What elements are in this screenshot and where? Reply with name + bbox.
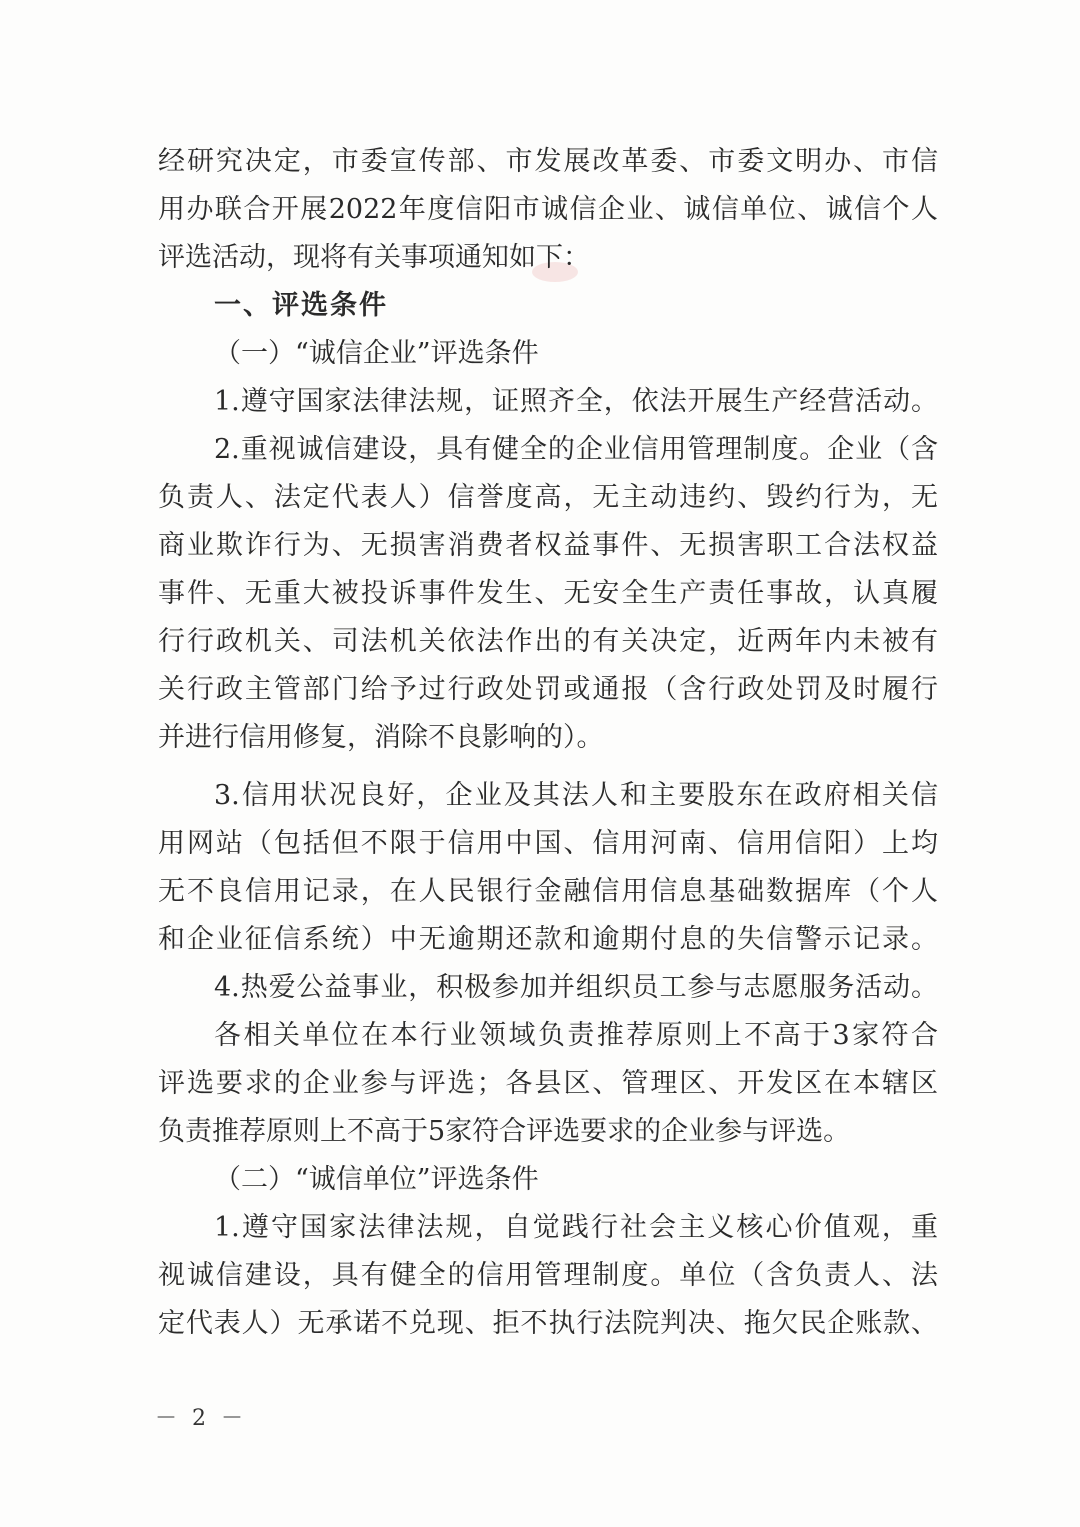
- text-line: 3.信用状况良好，企业及其法人和主要股东在政府相关信: [214, 780, 938, 811]
- text-line: 视诚信建设，具有健全的信用管理制度。单位（含负责人、法: [158, 1260, 938, 1291]
- text-line: 用办联合开展2022年度信阳市诚信企业、诚信单位、诚信个人: [158, 194, 938, 225]
- subsection-heading: （一）“诚信企业”评选条件: [214, 338, 539, 369]
- intro-paragraph: [158, 138, 938, 282]
- text-line: 和企业征信系统）中无逾期还款和逾期付息的失信警示记录。: [158, 924, 938, 955]
- list-item: [158, 1204, 938, 1348]
- page-number: － 2 －: [155, 1406, 247, 1431]
- text-line: 经研究决定，市委宣传部、市发展改革委、市委文明办、市信: [158, 146, 938, 177]
- list-item: [158, 772, 938, 964]
- text-line: 各相关单位在本行业领域负责推荐原则上不高于3家符合: [214, 1020, 938, 1051]
- text-line: 定代表人）无承诺不兑现、拒不执行法院判决、拖欠民企账款、: [158, 1308, 938, 1339]
- section-heading: 一、评选条件: [214, 290, 388, 321]
- text-line: 评选要求的企业参与评选；各县区、管理区、开发区在本辖区: [158, 1068, 938, 1099]
- text-line: 负责人、法定代表人）信誉度高，无主动违约、毁约行为，无: [158, 482, 938, 513]
- text-line: 行行政机关、司法机关依法作出的有关决定，近两年内未被有: [158, 626, 938, 657]
- text-line: 事件、无重大被投诉事件发生、无安全生产责任事故，认真履: [158, 578, 938, 609]
- text-line: 1.遵守国家法律法规，自觉践行社会主义核心价值观，重: [214, 1212, 938, 1243]
- text-line: 负责推荐原则上不高于5家符合评选要求的企业参与评选。: [158, 1116, 851, 1147]
- list-item: 1.遵守国家法律法规，证照齐全，依法开展生产经营活动。: [214, 386, 938, 417]
- document-body: [158, 138, 938, 1348]
- paragraph-gap: [158, 762, 938, 772]
- text-line: 2.重视诚信建设，具有健全的企业信用管理制度。企业（含: [214, 434, 938, 465]
- subsection-heading: （二）“诚信单位”评选条件: [214, 1164, 539, 1195]
- text-line: 评选活动，现将有关事项通知如下：: [158, 242, 590, 273]
- recommendation-paragraph: [158, 1012, 938, 1156]
- text-line: 用网站（包括但不限于信用中国、信用河南、信用信阳）上均: [158, 828, 938, 859]
- text-line: 并进行信用修复，消除不良影响的）。: [158, 722, 604, 753]
- text-line: 无不良信用记录，在人民银行金融信用信息基础数据库（个人: [158, 876, 938, 907]
- text-line: 关行政主管部门给予过行政处罚或通报（含行政处罚及时履行: [158, 674, 938, 705]
- list-item: [158, 426, 938, 762]
- list-item: 4.热爱公益事业，积极参加并组织员工参与志愿服务活动。: [214, 972, 938, 1003]
- text-line: 商业欺诈行为、无损害消费者权益事件、无损害职工合法权益: [158, 530, 938, 561]
